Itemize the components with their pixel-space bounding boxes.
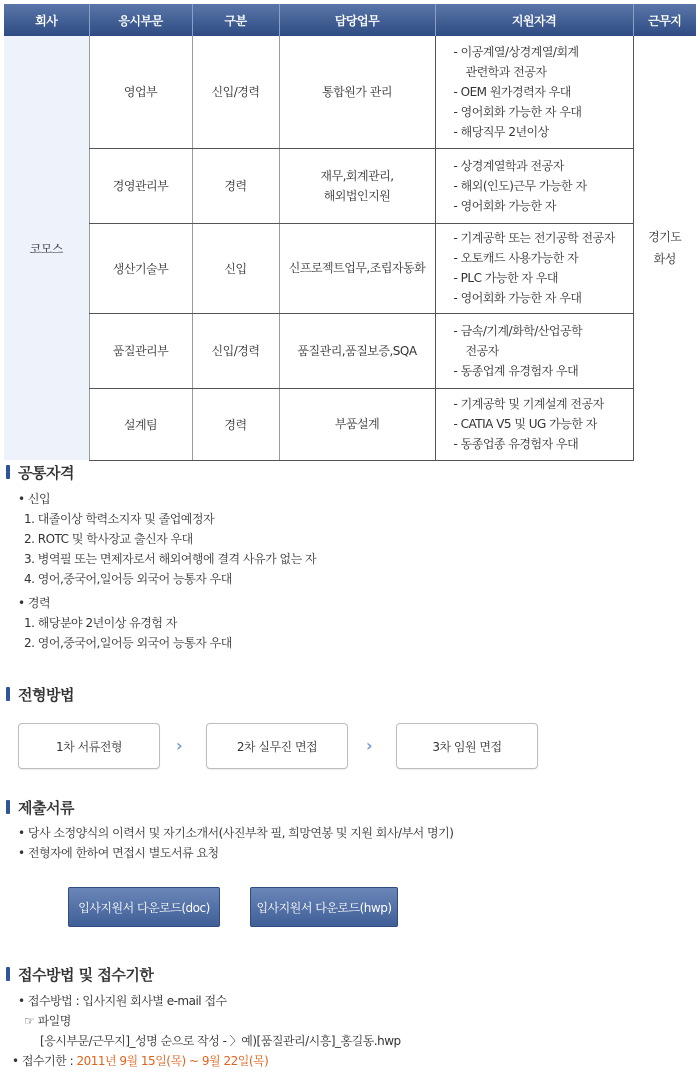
section-title <box>4 797 453 817</box>
list-item: 2. ROTC 및 학사장교 출신자 우대 <box>24 532 193 546</box>
duty-cell <box>279 36 435 148</box>
qualification-cell <box>435 148 633 223</box>
recruitment-table <box>4 4 696 461</box>
qualification-line: - 해외(인도)근무 가능한 자 <box>453 178 587 193</box>
section-title <box>4 684 74 704</box>
header-company: 회사 <box>4 4 89 36</box>
list-item: 3. 병역필 또는 면제자로서 해외여행에 결격 사유가 없는 자 <box>24 552 317 566</box>
duty-line: 재무,회계관리, <box>320 168 394 183</box>
step-1: 1차 서류전형 <box>18 723 160 769</box>
list-item: 4. 영어,중국어,일어등 외국어 능통자 우대 <box>24 572 232 586</box>
qualification-line: - 영어회화 가능한 자 우대 <box>453 291 582 305</box>
download-doc-button[interactable]: 입사지원서 다운로드(doc) <box>68 887 220 927</box>
qualification-line: - 영어회화 가능한 자 <box>453 198 557 213</box>
header-type: 구분 <box>192 4 279 36</box>
table-row <box>4 223 696 313</box>
qualification-line: - 해당직무 2년이상 <box>453 124 549 139</box>
section-bar-icon <box>6 967 10 981</box>
qualification-line: - 영어회화 가능한 자 우대 <box>453 104 582 119</box>
section-title <box>4 964 401 984</box>
qualification-cell <box>435 36 633 148</box>
dept-cell: 경영관리부 <box>89 148 192 223</box>
apply-method: • 접수방법 : 입사지원 회사별 e-mail 접수 <box>18 994 227 1008</box>
location-line: 경기도 <box>648 230 682 244</box>
table-header-row <box>4 4 696 36</box>
header-dept: 응시부문 <box>89 4 192 36</box>
qualification-line: - 상경계열학과 전공자 <box>453 158 564 173</box>
dept-cell: 영업부 <box>89 36 192 148</box>
qualification-line: - 기계공학 또는 전기공학 전공자 <box>453 231 615 245</box>
documents-section <box>4 797 453 863</box>
qualification-line: - 금속/기계/화학/산업공학 <box>453 323 583 338</box>
qualification-line: - 동종업종 유경험자 우대 <box>453 437 579 451</box>
table-row <box>4 36 696 148</box>
chevron-right-icon: › <box>176 736 183 755</box>
file-label: ☞ 파일명 <box>24 1014 71 1028</box>
common-qualification-section <box>4 462 316 653</box>
apply-deadline <box>4 1051 401 1071</box>
list-item: 1. 해당분야 2년이상 유경험 자 <box>24 616 177 630</box>
table-row <box>4 388 696 460</box>
company-cell: 코모스 <box>4 36 89 460</box>
apply-title: 접수방법 및 접수기한 <box>18 965 154 984</box>
qualification-line: 전공자 <box>465 343 499 358</box>
step-3: 3차 임원 면접 <box>396 723 538 769</box>
download-hwp-button[interactable]: 입사지원서 다운로드(hwp) <box>250 887 398 927</box>
step-2: 2차 실무진 면접 <box>206 723 348 769</box>
dept-cell: 생산기술부 <box>89 223 192 313</box>
qualification-cell <box>435 313 633 388</box>
process-steps <box>18 723 538 769</box>
header-duty: 담당업무 <box>279 4 435 36</box>
qualification-cell <box>435 388 633 460</box>
duty-line: 부품설계 <box>334 417 380 431</box>
duty-cell <box>279 388 435 460</box>
duty-cell <box>279 313 435 388</box>
type-cell: 신입/경력 <box>192 313 279 388</box>
type-cell: 신입/경력 <box>192 36 279 148</box>
qualification-line: - 동종업계 유경험자 우대 <box>453 363 579 378</box>
file-example: [응시부문/근무지]_성명 순으로 작성 - 〉예)[품질관리/시흥]_홍길동.hwp <box>40 1034 401 1048</box>
exp-label: • 경력 <box>18 596 51 610</box>
section-bar-icon <box>6 687 10 701</box>
location-cell <box>633 36 696 460</box>
deadline-label: • 접수기한 : <box>12 1054 77 1068</box>
qualification-line: - 오토캐드 사용가능한 자 <box>453 251 579 265</box>
qualification-line: - 이공계열/상경계열/회계 <box>453 44 579 59</box>
list-item: 1. 대졸이상 학력소지자 및 졸업예정자 <box>24 512 215 526</box>
qualification-cell <box>435 223 633 313</box>
duty-line: 통합원가 관리 <box>322 84 392 99</box>
document-item: • 당사 소정양식의 이력서 및 자기소개서(사진부착 필, 희망연봉 및 지원 회사/부서 명기) <box>18 826 454 840</box>
section-bar-icon <box>6 465 10 479</box>
section-bar-icon <box>6 800 10 814</box>
type-cell: 경력 <box>192 148 279 223</box>
section-title <box>4 462 316 482</box>
apply-section <box>4 964 401 1071</box>
location-line: 화성 <box>653 252 676 266</box>
documents-title: 제출서류 <box>18 798 74 817</box>
duty-line: 품질관리,품질보증,SQA <box>297 343 417 358</box>
deadline-value: 2011년 9월 15일(목) ~ 9월 22일(목) <box>76 1054 269 1068</box>
duty-cell <box>279 223 435 313</box>
qualification-line: - 기계공학 및 기계설계 전공자 <box>453 397 604 411</box>
qualification-line: - CATIA V5 및 UG 가능한 자 <box>453 417 597 431</box>
qualification-line: - OEM 원가경력자 우대 <box>453 84 571 99</box>
new-label: • 신입 <box>18 492 51 506</box>
duty-line: 신프로젝트업무,조립자동화 <box>288 261 426 275</box>
duty-cell <box>279 148 435 223</box>
header-location: 근무지 <box>633 4 696 36</box>
dept-cell: 설계팀 <box>89 388 192 460</box>
list-item: 2. 영어,중국어,일어등 외국어 능통자 우대 <box>24 636 232 650</box>
document-item: • 전형자에 한하여 면접시 별도서류 요청 <box>18 846 219 860</box>
qualification-line: 관련학과 전공자 <box>465 64 547 79</box>
header-qualification: 지원자격 <box>435 4 633 36</box>
common-title: 공통자격 <box>18 463 74 482</box>
qualification-line: - PLC 가능한 자 우대 <box>453 271 558 285</box>
dept-cell: 품질관리부 <box>89 313 192 388</box>
duty-line: 해외법인지원 <box>323 188 391 203</box>
process-title: 전형방법 <box>18 685 74 704</box>
chevron-right-icon: › <box>366 736 373 755</box>
table-row <box>4 313 696 388</box>
process-section <box>4 684 74 704</box>
type-cell: 경력 <box>192 388 279 460</box>
type-cell: 신입 <box>192 223 279 313</box>
table-row <box>4 148 696 223</box>
